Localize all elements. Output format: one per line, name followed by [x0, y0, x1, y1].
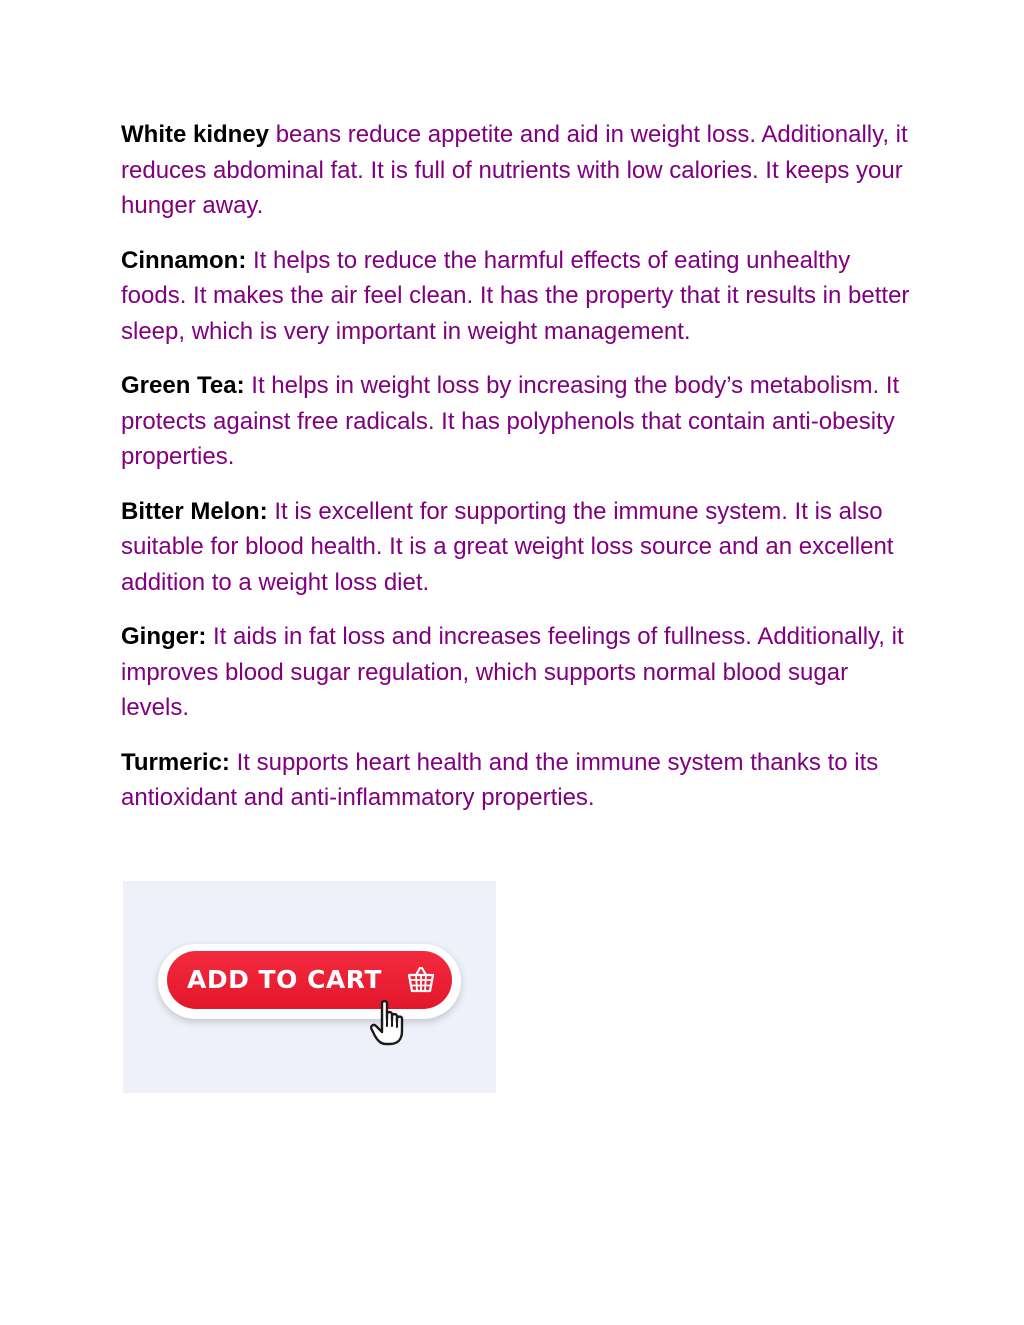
basket-icon — [405, 966, 437, 994]
term-turmeric: Turmeric: — [121, 748, 230, 776]
term-bitter-melon: Bitter Melon: — [121, 497, 268, 525]
term-green-tea: Green Tea: — [121, 372, 245, 399]
description-turmeric: It supports heart health and the immune system thanks to its antioxidant and anti-inflammatory properties. — [121, 748, 879, 811]
paragraph-turmeric — [121, 745, 911, 816]
document-body — [121, 117, 911, 835]
add-to-cart-image — [123, 881, 496, 1093]
paragraph-cinnamon — [121, 243, 911, 350]
term-cinnamon: Cinnamon: — [121, 246, 247, 274]
term-ginger: Ginger: — [121, 623, 207, 650]
description-ginger: It aids in fat loss and increases feelings of fullness. Additionally, it improves blood sugar regulation, which supports normal blood sugar levels. — [121, 623, 904, 721]
paragraph-green-tea — [121, 368, 911, 475]
add-to-cart-button-frame — [158, 944, 461, 1019]
add-to-cart-label: ADD TO CART — [187, 965, 382, 994]
description-bitter-melon: It is excellent for supporting the immune system. It is also suitable for blood health. It is a great weight loss source and an excellent addition to a weight loss diet. — [121, 497, 894, 596]
pointing-hand-icon — [370, 999, 414, 1047]
paragraph-ginger — [121, 619, 911, 726]
description-green-tea: It helps in weight loss by increasing the body’s metabolism. It protects against free radicals. It has polyphenols that contain anti-obesity properties. — [121, 372, 900, 470]
paragraph-white-kidney — [121, 117, 911, 224]
paragraph-bitter-melon — [121, 494, 911, 601]
term-white-kidney: White kidney — [121, 121, 270, 148]
description-white-kidney: beans reduce appetite and aid in weight loss. Additionally, it reduces abdominal fat. It is full of nutrients with low calories. It keeps your hunger away. — [121, 121, 908, 219]
description-cinnamon: It helps to reduce the harmful effects of eating unhealthy foods. It makes the air feel clean. It has the property that it results in better sleep, which is very important in weight management. — [121, 246, 910, 345]
